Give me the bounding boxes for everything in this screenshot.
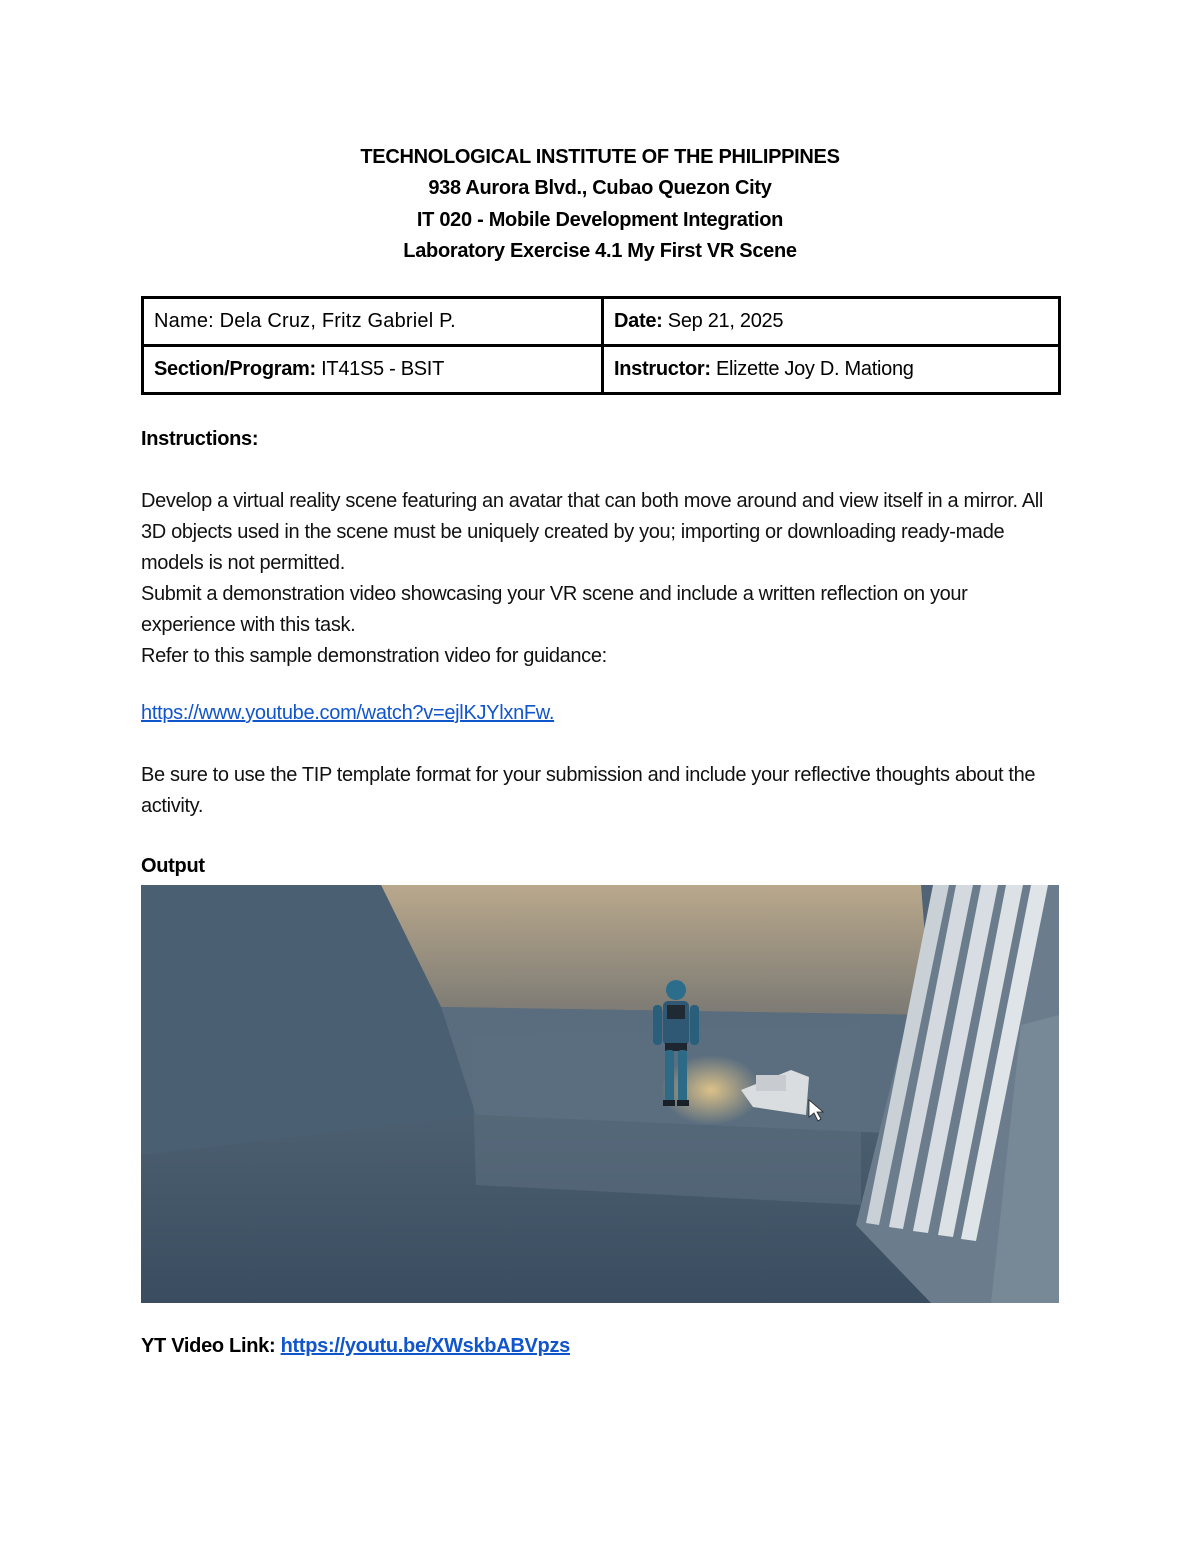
section-cell	[143, 346, 603, 394]
instructor-value: Elizette Joy D. Mationg	[715, 358, 914, 380]
instruction-line: Develop a virtual reality scene featuring an avatar that can both move around and view itself in a mirror. All 3D objects used in the scene must be uniquely created by you; importing or downloading ready-made models is not permitted.	[141, 490, 1043, 574]
instructions-heading: Instructions:	[141, 428, 259, 450]
yt-video-link[interactable]: https://youtu.be/XWskbABVpzs	[280, 1335, 570, 1357]
institution-name: TECHNOLOGICAL INSTITUTE OF THE PHILIPPINES	[360, 146, 840, 168]
instructions-body	[141, 486, 1061, 672]
instruction-line: Refer to this sample demonstration video for guidance:	[141, 645, 607, 667]
ceiling	[381, 885, 931, 1015]
exercise-title: Laboratory Exercise 4.1 My First VR Scene	[403, 239, 797, 262]
date-label: Date:	[614, 310, 663, 332]
sample-video-link[interactable]: https://www.youtube.com/watch?v=ejlKJYlxnFw.	[141, 702, 555, 724]
institution-address: 938 Aurora Blvd., Cubao Quezon City	[428, 177, 772, 200]
yt-label: YT Video Link:	[141, 1335, 276, 1357]
instructor-cell	[603, 346, 1060, 394]
date-value: Sep 21, 2025	[667, 310, 784, 332]
section-label: Section/Program:	[154, 358, 316, 380]
date-cell	[603, 298, 1060, 346]
instructor-label: Instructor:	[614, 358, 711, 380]
template-note: Be sure to use the TIP template format for your submission and include your reflective thoughts about the activity.	[141, 764, 1036, 817]
instruction-line: Submit a demonstration video showcasing your VR scene and include a written reflection on your experience with this task.	[141, 583, 968, 636]
yt-link-line	[141, 1335, 570, 1358]
student-info-table	[141, 296, 1061, 395]
vr-scene-screenshot	[141, 885, 1059, 1303]
name-cell	[143, 298, 603, 346]
couch-cushion	[756, 1075, 786, 1091]
output-heading: Output	[141, 855, 205, 877]
document-header	[0, 142, 1200, 267]
section-value: IT41S5 - BSIT	[321, 358, 444, 380]
name-text: Name: Dela Cruz, Fritz Gabriel P.	[154, 310, 456, 332]
course-title: IT 020 - Mobile Development Integration	[416, 208, 784, 231]
